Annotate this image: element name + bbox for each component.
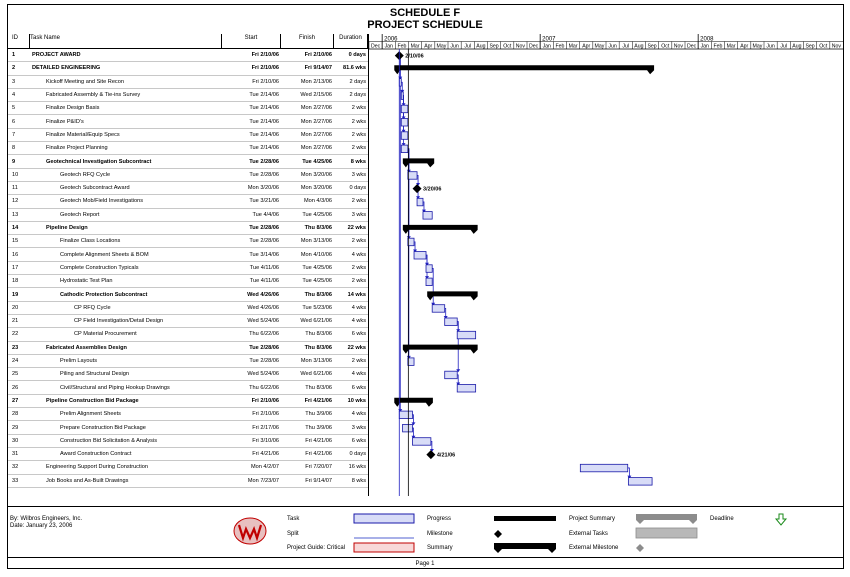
task-finish: Mon 2/27/06 [300, 131, 332, 138]
task-duration: 22 wks [347, 344, 366, 351]
task-id: 3 [12, 78, 16, 85]
task-finish: Fri 4/21/06 [305, 451, 332, 458]
task-id: 4 [12, 92, 16, 99]
legend-external-tasks-swatch [636, 528, 697, 538]
task-duration: 4 wks [351, 411, 366, 418]
task-finish: Wed 6/21/06 [300, 371, 332, 378]
month-label: Mar [410, 43, 420, 50]
task-name: Finalize P&ID's [46, 118, 84, 125]
task-id: 27 [12, 397, 19, 404]
task-id: 32 [12, 464, 19, 471]
task-name: Finalize Project Planning [46, 145, 108, 152]
task-start: Fri 2/10/06 [251, 397, 279, 404]
legend-summary-swatch [494, 543, 556, 553]
task-duration: 2 days [349, 78, 366, 85]
col-header-task-name[interactable]: Task Name [30, 34, 222, 49]
year-label: 2006 [384, 36, 398, 43]
task-start: Tue 4/4/06 [252, 211, 279, 218]
task-id: 24 [12, 358, 19, 365]
task-start: Wed 5/24/06 [247, 371, 279, 378]
task-duration: 2 wks [351, 131, 366, 138]
task-start: Tue 2/28/06 [249, 171, 279, 178]
task-duration: 0 days [349, 185, 366, 192]
task-finish: Mon 2/13/06 [300, 78, 332, 85]
task-duration: 81.6 wks [342, 65, 366, 72]
task-finish: Thu 3/9/06 [305, 424, 332, 431]
task-name: Complete Construction Typicals [60, 264, 139, 271]
task-id: 11 [12, 185, 18, 192]
footer-date: Date: January 23, 2006 [10, 523, 73, 529]
col-header-start[interactable]: Start [222, 34, 281, 49]
month-label: Jul [622, 43, 630, 50]
schedule-subtitle: PROJECT SCHEDULE [367, 19, 483, 31]
month-label: May [594, 43, 605, 50]
month-label: Nov [515, 43, 526, 50]
legend-milestone-icon [494, 530, 502, 538]
task-id: 7 [12, 131, 16, 138]
month-label: Apr [424, 43, 433, 50]
task-name: Geotech Report [60, 211, 100, 218]
task-name: Prelim Alignment Sheets [60, 411, 121, 418]
legend-critical-swatch [354, 543, 414, 552]
task-id: 15 [12, 238, 19, 245]
task-finish: Mon 2/27/06 [300, 118, 332, 125]
task-finish: Thu 8/3/06 [305, 384, 332, 391]
task-start: Thu 6/22/06 [249, 331, 279, 338]
task-name: Civil/Structural and Piping Hookup Drawings [60, 384, 170, 391]
task-finish: Thu 8/3/06 [304, 225, 332, 232]
task-finish: Wed 2/15/06 [300, 92, 332, 99]
legend-task-swatch [354, 514, 414, 523]
legend-external-milestone-icon [636, 544, 644, 552]
task-finish: Tue 5/23/06 [302, 304, 332, 311]
legend-progress-swatch [494, 516, 556, 521]
task-finish: Fri 4/21/06 [304, 397, 332, 404]
month-label: Dec [528, 43, 539, 50]
task-start: Tue 2/14/06 [249, 105, 279, 112]
task-start: Wed 4/26/06 [247, 304, 279, 311]
task-start: Tue 3/14/06 [249, 251, 279, 258]
month-label: May [436, 43, 447, 50]
task-finish: Thu 8/3/06 [304, 291, 332, 298]
task-name: CP RFQ Cycle [74, 304, 111, 311]
task-start: Tue 2/14/06 [249, 118, 279, 125]
task-id: 2 [12, 65, 16, 72]
task-duration: 16 wks [348, 464, 366, 471]
task-name: Award Construction Contract [60, 451, 132, 458]
task-finish: Tue 4/25/06 [302, 278, 332, 285]
task-name: Finalize Class Locations [60, 238, 121, 245]
task-finish: Fri 4/21/06 [305, 437, 332, 444]
task-finish: Fri 9/14/07 [304, 65, 332, 72]
task-finish: Thu 8/3/06 [305, 331, 332, 338]
legend-project-summary-label: Project Summary [569, 516, 616, 522]
task-name: Job Books and As-Built Drawings [46, 477, 129, 484]
task-name: Prelim Layouts [60, 358, 97, 365]
task-duration: 2 wks [351, 118, 366, 125]
task-name: CP Material Procurement [74, 331, 137, 338]
month-label: Dec [686, 43, 697, 50]
month-label: Apr [740, 43, 749, 50]
task-name: Cathodic Protection Subcontract [60, 291, 148, 298]
task-start: Fri 2/10/06 [252, 411, 279, 418]
month-label: Jan [542, 43, 551, 50]
task-duration: 4 wks [351, 371, 366, 378]
task-start: Fri 2/10/06 [251, 65, 279, 72]
month-label: Jun [766, 43, 775, 50]
task-duration: 10 wks [347, 397, 366, 404]
task-name: Piling and Structural Design [60, 371, 130, 378]
task-name: Prepare Construction Bid Package [60, 424, 146, 431]
month-label: Sep [647, 43, 657, 50]
month-label: Jan [700, 43, 709, 50]
task-id: 6 [12, 118, 16, 125]
legend-critical-label: Project Guide: Critical [287, 545, 346, 551]
task-finish: Mon 2/27/06 [300, 105, 332, 112]
task-finish: Mon 3/20/06 [300, 185, 332, 192]
legend-external-tasks-label: External Tasks [569, 531, 608, 537]
task-id: 10 [12, 171, 19, 178]
task-duration: 0 days [349, 451, 366, 458]
month-label: Aug [476, 43, 486, 50]
task-id: 28 [12, 411, 19, 418]
task-id: 23 [12, 344, 19, 351]
month-label: Oct [661, 43, 670, 50]
task-start: Wed 5/24/06 [247, 318, 279, 325]
task-finish: Thu 3/9/06 [305, 411, 332, 418]
task-finish: Mon 3/13/06 [300, 238, 332, 245]
task-id: 14 [12, 225, 19, 232]
task-id: 20 [12, 304, 19, 311]
legend-progress-label: Progress [427, 516, 452, 522]
task-id: 17 [12, 264, 19, 271]
task-duration: 2 wks [351, 105, 366, 112]
month-label: Feb [555, 43, 565, 50]
task-duration: 4 wks [351, 318, 366, 325]
month-label: Jul [464, 43, 472, 50]
task-duration: 4 wks [351, 251, 366, 258]
task-duration: 2 wks [351, 278, 366, 285]
col-header-finish[interactable]: Finish [281, 34, 334, 49]
task-start: Mon 7/23/07 [247, 477, 279, 484]
task-start: Fri 3/10/06 [252, 437, 279, 444]
month-label: Nov [831, 43, 842, 50]
task-name: Geotech Mob/Field Investigations [60, 198, 144, 205]
task-finish: Mon 3/13/06 [300, 358, 332, 365]
task-finish: Tue 4/25/06 [302, 264, 332, 271]
task-finish: Wed 6/21/06 [300, 318, 332, 325]
month-label: Aug [792, 43, 802, 50]
task-duration: 14 wks [347, 291, 366, 298]
task-name: DETAILED ENGINEERING [32, 65, 101, 72]
task-start: Tue 2/14/06 [249, 92, 279, 99]
task-start: Tue 2/28/06 [249, 158, 279, 165]
task-duration: 3 wks [351, 424, 366, 431]
task-id: 16 [12, 251, 19, 258]
task-start: Fri 2/17/06 [252, 424, 279, 431]
task-start: Tue 2/28/06 [249, 344, 279, 351]
task-id: 18 [12, 278, 19, 285]
task-finish: Fri 7/20/07 [305, 464, 332, 471]
task-name: Fabricated Assemblies Design [46, 344, 127, 351]
task-id: 29 [12, 424, 19, 431]
legend-summary-label: Summary [427, 545, 453, 551]
task-duration: 3 wks [351, 171, 366, 178]
task-start: Tue 4/11/06 [249, 278, 279, 285]
month-label: Mar [726, 43, 736, 50]
task-name: Construction Bid Solicitation & Analysis [60, 437, 158, 444]
task-duration: 2 wks [351, 358, 366, 365]
task-id: 1 [12, 52, 16, 59]
task-name: Finalize Design Basis [46, 105, 100, 112]
year-label: 2007 [542, 36, 556, 43]
month-label: Feb [397, 43, 407, 50]
month-label: Jun [450, 43, 459, 50]
task-duration: 2 wks [351, 238, 366, 245]
task-id: 12 [12, 198, 19, 205]
task-name: Engineering Support During Construction [46, 464, 148, 471]
task-duration: 2 days [349, 92, 366, 99]
task-duration: 6 wks [351, 437, 366, 444]
task-id: 9 [12, 158, 16, 165]
month-label: Sep [805, 43, 815, 50]
col-header-id[interactable]: ID [8, 34, 30, 49]
task-duration: 6 wks [351, 384, 366, 391]
task-duration: 8 wks [351, 477, 366, 484]
task-name: PROJECT AWARD [32, 52, 81, 59]
task-name: Geotech RFQ Cycle [60, 171, 111, 178]
task-id: 26 [12, 384, 19, 391]
task-id: 8 [12, 145, 16, 152]
task-duration: 8 wks [350, 158, 366, 165]
footer-by: By: Wilbros Engineers, Inc. [10, 516, 83, 522]
task-name: Geotechnical Investigation Subcontract [46, 158, 152, 165]
milestone-label: 3/20/06 [423, 186, 442, 193]
task-duration: 3 wks [351, 211, 366, 218]
task-duration: 2 wks [351, 145, 366, 152]
task-id: 30 [12, 437, 19, 444]
month-label: Oct [503, 43, 512, 50]
month-label: Sep [489, 43, 499, 50]
month-label: Apr [582, 43, 591, 50]
task-name: Pipeline Design [46, 225, 88, 232]
month-label: Jan [384, 43, 393, 50]
task-finish: Mon 4/10/06 [300, 251, 332, 258]
task-id: 5 [12, 105, 16, 112]
task-start: Fri 2/10/06 [252, 78, 279, 85]
task-start: Tue 2/28/06 [249, 225, 279, 232]
task-id: 33 [12, 477, 19, 484]
task-id: 25 [12, 371, 19, 378]
task-start: Tue 2/14/06 [249, 145, 279, 152]
task-id: 19 [12, 291, 19, 298]
page-number: Page 1 [415, 561, 435, 567]
col-header-duration[interactable]: Duration [334, 34, 368, 49]
task-finish: Mon 4/3/06 [304, 198, 332, 205]
page-footer-divider [8, 557, 843, 558]
task-start: Tue 2/28/06 [249, 238, 279, 245]
month-label: May [752, 43, 763, 50]
task-start: Mon 3/20/06 [247, 185, 279, 192]
schedule-title: SCHEDULE F [389, 7, 461, 19]
task-start: Tue 3/21/06 [249, 198, 279, 205]
task-finish: Mon 3/20/06 [300, 171, 332, 178]
task-finish: Fri 2/10/06 [304, 52, 332, 59]
month-label: Mar [568, 43, 578, 50]
task-name: Pipeline Construction Bid Package [46, 397, 139, 404]
month-label: Jun [608, 43, 617, 50]
task-duration: 6 wks [351, 331, 366, 338]
month-label: Aug [634, 43, 644, 50]
task-start: Wed 4/26/06 [247, 291, 279, 298]
task-start: Tue 2/28/06 [249, 358, 279, 365]
task-finish: Fri 9/14/07 [305, 477, 332, 484]
milestone-label: 2/10/06 [405, 53, 424, 60]
task-duration: 4 wks [351, 304, 366, 311]
legend-milestone-label: Milestone [427, 531, 453, 537]
legend-split-swatch [354, 537, 414, 539]
task-id: 21 [12, 318, 19, 325]
month-label: Dec [370, 43, 381, 50]
month-label: Nov [673, 43, 684, 50]
month-label: Oct [819, 43, 828, 50]
month-label: Feb [713, 43, 723, 50]
task-name: Fabricated Assembly & Tie-ins Survey [46, 92, 141, 99]
legend-split-label: Split [287, 531, 299, 537]
task-start: Mon 4/2/07 [251, 464, 279, 471]
milestone-label: 4/21/06 [436, 452, 456, 459]
task-start: Fri 2/10/06 [251, 52, 279, 59]
legend-project-summary-swatch [636, 514, 697, 524]
task-id: 31 [12, 451, 19, 458]
task-finish: Mon 2/27/06 [300, 145, 332, 152]
task-id: 13 [12, 211, 19, 218]
task-start: Fri 4/21/06 [252, 451, 279, 458]
task-id: 22 [12, 331, 19, 338]
legend-deadline-label: Deadline [710, 516, 734, 522]
task-finish: Tue 4/25/06 [302, 158, 332, 165]
task-name: CP Field Investigation/Detail Design [74, 318, 164, 325]
task-start: Thu 6/22/06 [249, 384, 279, 391]
task-name: Geotech Subcontract Award [60, 185, 130, 192]
year-label: 2008 [700, 36, 714, 43]
task-name: Complete Alignment Sheets & BOM [60, 251, 149, 258]
task-duration: 2 wks [351, 264, 366, 271]
task-finish: Tue 4/25/06 [302, 211, 332, 218]
month-label: Jul [780, 43, 788, 50]
task-name: Kickoff Meeting and Site Recon [46, 78, 124, 85]
task-finish: Thu 8/3/06 [304, 344, 332, 351]
legend-task-label: Task [287, 516, 300, 522]
task-start: Tue 4/11/06 [249, 264, 279, 271]
task-name: Hydrostatic Test Plan [60, 278, 113, 285]
task-name: Finalize Material/Equip Specs [46, 131, 120, 138]
task-duration: 22 wks [347, 225, 366, 232]
task-duration: 2 wks [351, 198, 366, 205]
task-start: Tue 2/14/06 [249, 131, 279, 138]
legend-external-milestone-label: External Milestone [569, 545, 619, 551]
task-duration: 0 days [348, 52, 366, 59]
deadline-arrow-icon [776, 514, 786, 525]
